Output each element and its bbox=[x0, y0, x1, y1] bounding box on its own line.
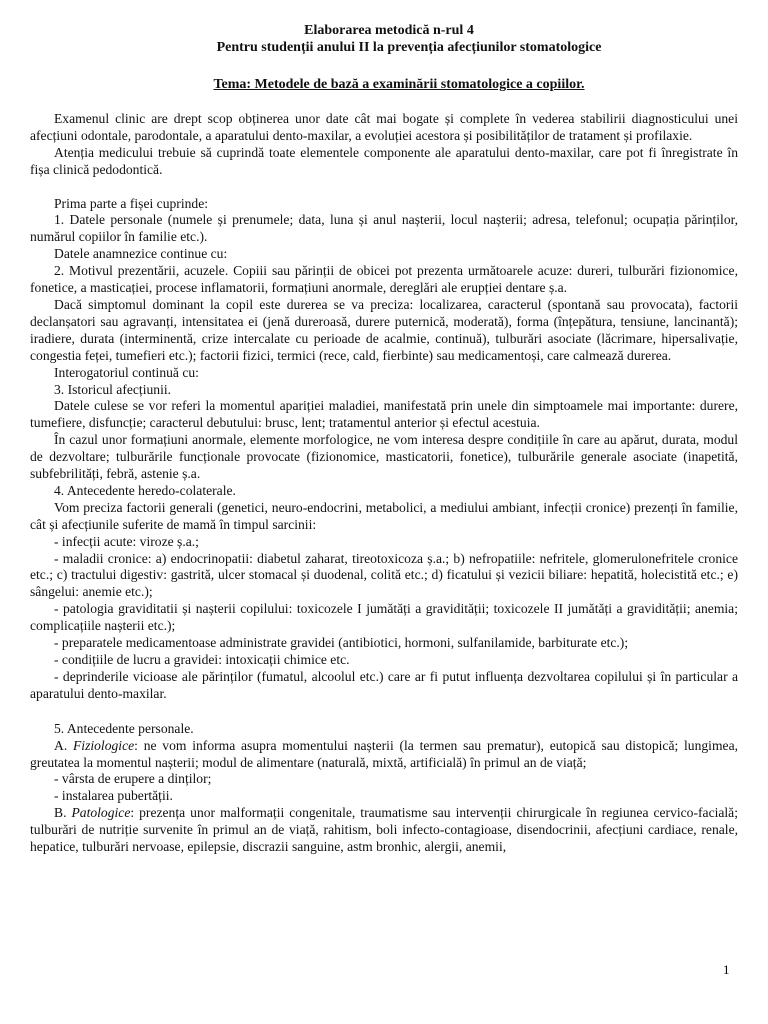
paragraph: În cazul unor formațiuni anormale, elemente morfologice, ne vom interesa despre condițiile în care au apărut, durata, modul de dezvoltare; tulburările funcționale provocate (fizionomice, masticatorii, fonetice), tulburările generale asociate (inapetită, subfebrilități, febră, astenie ș.a. bbox=[30, 432, 738, 482]
paragraph: 1. Datele personale (numele și prenumele; data, luna și anul nașterii, locul nașterii; adresa, telefonul; ocupația părinților, numărul copiilor în familie etc.). bbox=[30, 212, 738, 245]
paragraph: Interogatoriul continuă cu: bbox=[54, 364, 199, 380]
list-item: - vârsta de erupere a dinților; bbox=[54, 771, 212, 787]
paragraph: 4. Antecedente heredo-colaterale. bbox=[54, 482, 236, 498]
list-item: - deprinderile vicioase ale părinților (fumatul, alcoolul etc.) care ar fi putut influența dezvoltarea copilului și în particular a aparatului dento-maxilar. bbox=[30, 668, 738, 701]
theme-title: Tema: Metodele de bază a examinării stomatologice a copiilor. bbox=[213, 77, 585, 92]
paragraph-label: B. bbox=[54, 805, 72, 821]
paragraph-rest: : ne vom informa asupra momentului nașterii (la termen sau prematur), eutopică sau distopică; lungimea, greutatea la momentul nașterii; modul de alimentare (naturală, mixtă, artificială) în primul an de viață; bbox=[30, 737, 738, 770]
paragraph: Datele anamnezice continue cu: bbox=[54, 246, 228, 262]
list-item: - preparatele medicamentoase administrate gravidei (antibiotici, hormoni, sulfanilamide, barbiturate etc.); bbox=[54, 635, 629, 651]
paragraph-label-em: Fiziologice bbox=[72, 737, 135, 753]
paragraph-label: A. bbox=[54, 737, 73, 753]
paragraph: Datele culese se vor referi la momentul apariției maladiei, manifestată prin unele din simptoamele mai importante: durere, tumefiere, disfuncție; caracterul debutului: brusc, lent; tratamentul anterior și efectul acestuia. bbox=[30, 398, 738, 431]
list-item: - infecții acute: viroze ș.a.; bbox=[54, 533, 199, 549]
list-item: - condițiile de lucru a gravidei: intoxicații chimice etc. bbox=[54, 652, 350, 667]
list-item: - maladii cronice: a) endocrinopatii: diabetul zaharat, tireotoxicoza ș.a.; b) nefropatiile: nefritele, glomerulonefritele cronice etc.; c) tractului digestiv: gastrită, ulcer stomacal și duodenal, colită etc.; d) ficatului și vezicii biliare: hepatită, holecistită etc.; e) sângelui: anemie etc.); bbox=[30, 550, 738, 600]
paragraph-patologice bbox=[30, 805, 738, 856]
paragraph-rest: : prezența unor malformații congenitale, traumatisme sau intervenții chirurgicale în regiunea cervico-facială; tulburări de nutriție survenite în primul an de viață, rahitism, boli infecto-contagioase, disendocrinii, afecțiuni cardiace, renale, hepatice, tulburări nervoase, epilepsie, discrazii sanguine, astm bronhic, alergii, anemii, bbox=[30, 805, 738, 855]
list-item: - patologia graviditatii și nașterii copilului: toxicozele I jumătăți a gravidității; toxicozele II jumătăți a gravidității; anemia; complicațiile nașterii etc.); bbox=[30, 601, 738, 634]
header-line-1: Elaborarea metodică n-rul 4 bbox=[304, 23, 474, 38]
paragraph: Vom preciza factorii generali (genetici, neuro-endocrini, metabolici, a mediului ambiant, infecții cronice) prezenți în familie, cât și afecțiunile suferite de mamă în timpul sarcinii: bbox=[30, 499, 738, 532]
paragraph: 2. Motivul prezentării, acuzele. Copiii sau părinții de obicei pot prezenta următoarele acuze: dureri, tulburări fizionomice, fonetice, a masticației, procese inflamatorii, formațiuni anormale, dereglări ale erupției dentare ș.a. bbox=[30, 263, 738, 296]
paragraph: Atenția medicului trebuie să cuprindă toate elementele componente ale aparatului dento-maxilar, care pot fi înregistrate în fișa clinică pedodontică. bbox=[30, 144, 738, 177]
paragraph: Examenul clinic are drept scop obținerea unor date cât mai bogate și complete în vederea stabilirii diagnosticului unei afecțiuni odontale, parodontale, a aparatului dento-maxilar, a evoluției acestora și posibilităților de tratament și profilaxie. bbox=[30, 110, 738, 143]
header-line-2: Pentru studenții anului II la prevenția afecțiunilor stomatologice bbox=[216, 40, 602, 55]
page-number: 1 bbox=[723, 962, 730, 977]
paragraph: Dacă simptomul dominant la copil este durerea se va preciza: localizarea, caracterul (spontană sau provocata), factorii declanșatori sau agravanți, intensitatea ei (jenă dureroasă, durere puternică, moderată), forma (înțepătura, tensiune, lancinantă); iradiere, durata (interminentă, crize intercalate cu perioade de acalmie, continuă), tulburări asociate (lăcrimare, hipersalivație, congestia feței, tumefieri etc.); factorii fizici, termici (rece, cald, fierbinte) sau medicamentoși, care calmează durerea. bbox=[30, 296, 738, 363]
paragraph: 3. Istoricul afecțiunii. bbox=[54, 381, 172, 397]
paragraph-label-em: Patologice bbox=[71, 805, 131, 821]
document-body bbox=[30, 111, 738, 856]
paragraph: Prima parte a fișei cuprinde: bbox=[54, 195, 209, 211]
list-item: - instalarea pubertății. bbox=[54, 788, 173, 804]
paragraph: 5. Antecedente personale. bbox=[54, 720, 194, 736]
paragraph-fiziologice bbox=[30, 738, 738, 772]
